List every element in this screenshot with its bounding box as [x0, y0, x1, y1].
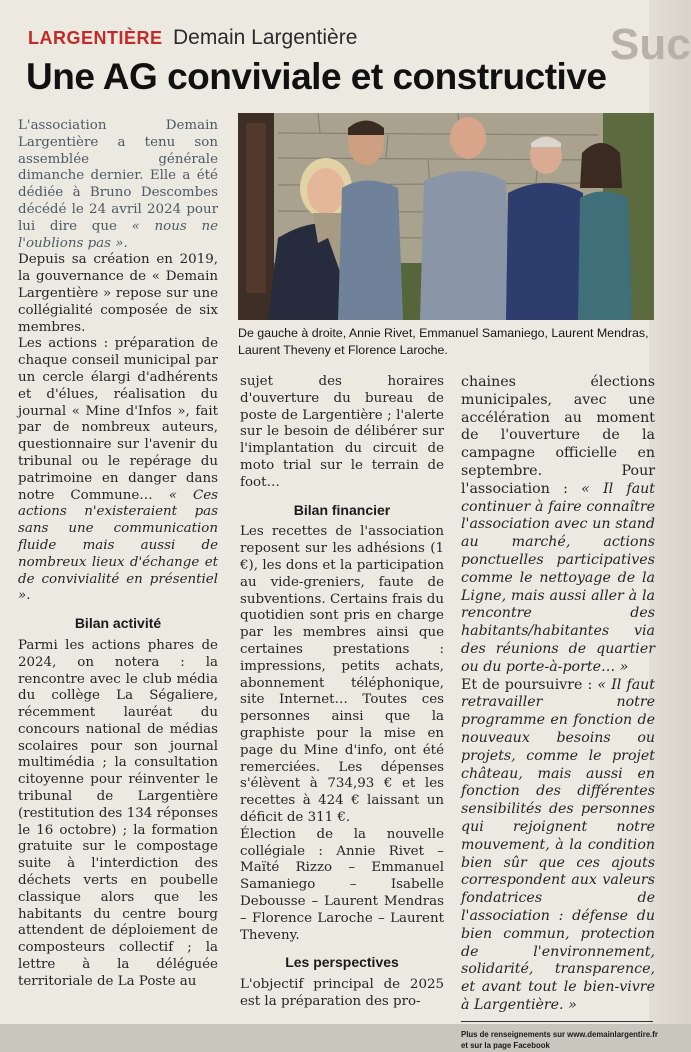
column-1	[18, 118, 218, 991]
paragraph-recettes: Les recettes de l'association reposent sur les adhésions (1 €), les dons et la participation au vide-greniers, faute de subventions. Certains frais du quotidien sont pris en charge par les membres ainsi que certaines prestations : impressions, petits achats, abonnement téléphonique, site Internet… Toutes ces personnes ainsi que la graphiste pour la mise en page du Mine d'info, ont été remerciées. Les dépenses s'élèvent à 734,93 € et les recettes à 424 € laissant un déficit de 311 €.	[240, 524, 444, 825]
section-town: LARGENTIÈRE	[28, 28, 163, 48]
subheading-bilan-financier: Bilan financier	[293, 501, 391, 518]
lead-paragraph	[18, 118, 218, 252]
poursuivre-quote: « Il faut retravailler notre programme en fonction de nouveaux besoins ou projets, comme le projet château, mais aussi en fonction des différentes sensibilités des personnes qui rejoignent notre mouvement, à la condition bien sûr que ces ajouts correspondent aux valeurs fondatrices de l'association : défense du bien commun, protection de l'environnement, solidarité, transparence, et avant tout le bien-vivre à Largentière. »	[461, 676, 655, 1013]
actions-text: Les actions : préparation de chaque conseil municipal par un cercle élargi d'adhérents et d'élues, réalisation du journal « Mine d'Infos », fait par de nombreux auteurs, questionnaire sur l'avenir du tribunal ou le repérage du patrimoine en danger dans notre Commune…	[18, 336, 218, 503]
paragraph-gouvernance: Depuis sa création en 2019, la gouvernance de « Demain Largentière » repose sur une collégialité composée de six membres.	[18, 252, 218, 335]
column-3	[461, 374, 655, 1015]
poursuivre-text: Et de poursuivre :	[461, 676, 598, 693]
paragraph-election: Élection de la nouvelle collégiale : Annie Rivet – Maïté Rizzo – Emmanuel Samaniego – Isabelle Debousse – Laurent Mendras – Florence Laroche – Laurent Theveny.	[240, 826, 444, 943]
lead-text: L'association Demain Largentière a tenu son assemblée générale dimanche dernier. Elle a été dédiée à Bruno Descombes décédé le 24 avril 2024 pour lui dire que	[18, 118, 218, 234]
more-info-box: Plus de renseignements sur www.demainlargentire.fr et sur la page Facebook	[461, 1029, 658, 1051]
bleed-through-text: Suc	[610, 20, 691, 69]
subheading-bilan-activite: Bilan activité	[74, 615, 162, 632]
page-edge-shadow	[649, 0, 691, 1024]
info-divider	[461, 1021, 653, 1022]
paragraph-bilan-activite: Parmi les actions phares de 2024, on notera : la rencontre avec le club média du collège La Ségaliere, récemment lauréat du concours national de médias scolaires pour son journal multimédia ; la consultation citoyenne pour réinventer le tribunal de Largentière (restitution des 134 réponses le 16 octobre) ; la formation gratuite sur le compostage suite à l'interdiction des déchets verts en poubelle classique alors que les habitants du centre bourg attendent de déploiement de composteurs collectif ; la lettre à la déléguée territoriale de La Poste au	[18, 637, 218, 989]
section-kicker	[28, 26, 357, 52]
section-name: Demain Largentière	[172, 26, 358, 49]
lead-quote: « nous ne l'oublions pas ».	[18, 218, 218, 251]
elections-text: chaines élections municipales, avec une accélération au moment de l'ouverture de la campagne officielle en septembre. Pour l'association :	[461, 374, 655, 497]
paragraph-poursuivre	[461, 677, 655, 1015]
subheading-perspectives: Les perspectives	[285, 954, 399, 971]
paragraph-actions	[18, 336, 218, 605]
paragraph-elections	[461, 374, 655, 677]
column-2	[240, 374, 444, 1011]
group-photo-illustration	[238, 113, 654, 320]
elections-quote: « Il faut continuer à faire connaître l'association avec un stand au marché, actions ponctuelles participatives comme le nettoyage de la Ligne, mais aussi aller à la rencontre des habitants/habitantes via des réunions de quartier ou du porte-à-porte… »	[461, 480, 655, 675]
group-photo	[238, 113, 654, 320]
paragraph-objectif: L'objectif principal de 2025 est la préparation des pro-	[240, 977, 444, 1009]
article-headline: Une AG conviviale et constructive	[26, 56, 607, 97]
paragraph-horaires: sujet des horaires d'ouverture du bureau de poste de Largentière ; l'alerte sur le besoin de délibérer sur l'implantation du circuit de moto trial sur le terrain de foot…	[240, 374, 444, 490]
photo-caption: De gauche à droite, Annie Rivet, Emmanuel Samaniego, Laurent Mendras, Laurent Theveny et Florence Laroche.	[238, 326, 649, 357]
actions-quote: « Ces actions n'existeraient pas sans une communication fluide mais aussi de nombreux lieux d'échange et de convivialité en présentiel ».	[18, 487, 219, 604]
